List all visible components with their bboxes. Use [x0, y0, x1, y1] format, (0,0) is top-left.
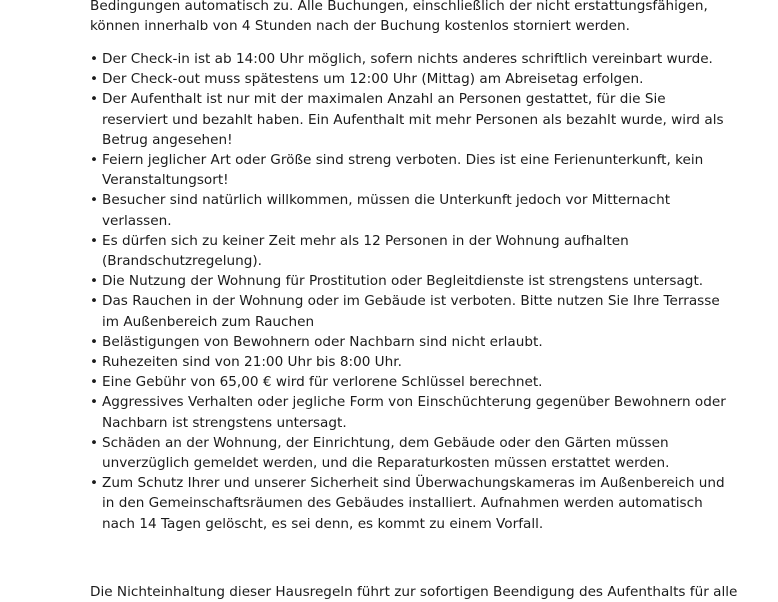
list-item	[90, 291, 730, 331]
list-item	[90, 372, 730, 392]
rule-text: Besucher sind natürlich willkommen, müssen die Unterkunft jedoch vor Mitternacht verlassen.	[102, 192, 671, 229]
rule-text: Der Aufenthalt ist nur mit der maximalen Anzahl an Personen gestattet, für die Sie reserviert und bezahlt haben. Ein Aufenthalt mit mehr Personen als bezahlt wurde, wird als Betrug angesehen!	[102, 91, 724, 148]
list-item	[90, 433, 730, 473]
rule-text: Das Rauchen in der Wohnung oder im Gebäude ist verboten. Bitte nutzen Sie Ihre Terrasse im Außenbereich zum Rauchen	[102, 293, 720, 330]
list-item	[90, 271, 730, 291]
list-item	[90, 69, 730, 89]
rule-text: Belästigungen von Bewohnern oder Nachbarn sind nicht erlaubt.	[102, 333, 543, 350]
rule-text: Feiern jeglicher Art oder Größe sind streng verboten. Dies ist eine Ferienunterkunft, kein Veranstaltungsort!	[102, 152, 704, 189]
list-item	[90, 392, 730, 432]
bullet-icon: •	[90, 293, 99, 310]
list-item	[90, 49, 730, 69]
rule-text: Die Nutzung der Wohnung für Prostitution oder Begleitdienste ist strengstens untersagt.	[102, 273, 704, 290]
list-item	[90, 332, 730, 352]
closing-paragraph: Die Nichteinhaltung dieser Hausregeln führt zur sofortigen Beendigung des Aufenthalts für alle	[90, 584, 738, 600]
bullet-icon: •	[90, 394, 99, 411]
bullet-icon: •	[90, 51, 99, 67]
bullet-icon: •	[90, 91, 99, 108]
list-item	[90, 352, 730, 372]
list-item	[90, 190, 730, 230]
rule-text: Schäden an der Wohnung, der Einrichtung, dem Gebäude oder den Gärten müssen unverzüglich gemeldet werden, und die Reparaturkosten müssen erstattet werden.	[102, 434, 670, 472]
list-item	[90, 473, 730, 534]
bullet-icon: •	[90, 354, 99, 371]
list-item	[90, 89, 730, 150]
list-item	[90, 150, 730, 190]
rule-text: Ruhezeiten sind von 21:00 Uhr bis 8:00 Uhr.	[102, 354, 402, 371]
intro-paragraph: Bedingungen automatisch zu. Alle Buchungen, einschließlich der nicht erstattungsfähigen, können innerhalb von 4 Stunden nach der Buchung kostenlos storniert werden.	[90, 0, 708, 35]
rule-text: Der Check-in ist ab 14:00 Uhr möglich, sofern nichts anderes schriftlich vereinbart wurde.	[102, 51, 713, 67]
rule-text: Es dürfen sich zu keiner Zeit mehr als 12 Personen in der Wohnung aufhalten (Brandschutzregelung).	[102, 232, 629, 270]
house-rules-list	[90, 49, 730, 534]
bullet-icon: •	[90, 333, 99, 350]
rule-text: Aggressives Verhalten oder jegliche Form von Einschüchterung gegenüber Bewohnern oder Nachbarn ist strengstens untersagt.	[102, 394, 726, 431]
bullet-icon: •	[90, 374, 99, 391]
bullet-icon: •	[90, 273, 99, 290]
rule-text: Der Check-out muss spätestens um 12:00 Uhr (Mittag) am Abreisetag erfolgen.	[102, 71, 644, 88]
list-item	[90, 231, 730, 271]
bullet-icon: •	[90, 475, 99, 492]
bullet-icon: •	[90, 434, 99, 451]
rule-text: Eine Gebühr von 65,00 € wird für verlorene Schlüssel berechnet.	[102, 374, 543, 391]
bullet-icon: •	[90, 71, 99, 88]
bullet-icon: •	[90, 192, 99, 209]
bullet-icon: •	[90, 152, 99, 169]
rule-text: Zum Schutz Ihrer und unserer Sicherheit sind Überwachungskameras im Außenbereich und in den Gemeinschaftsräumen des Gebäudes installiert. Aufnahmen werden automatisch nach 14 Tagen gelöscht, es sei denn, es kommt zu einem Vorfall.	[102, 475, 725, 532]
bullet-icon: •	[90, 232, 99, 249]
